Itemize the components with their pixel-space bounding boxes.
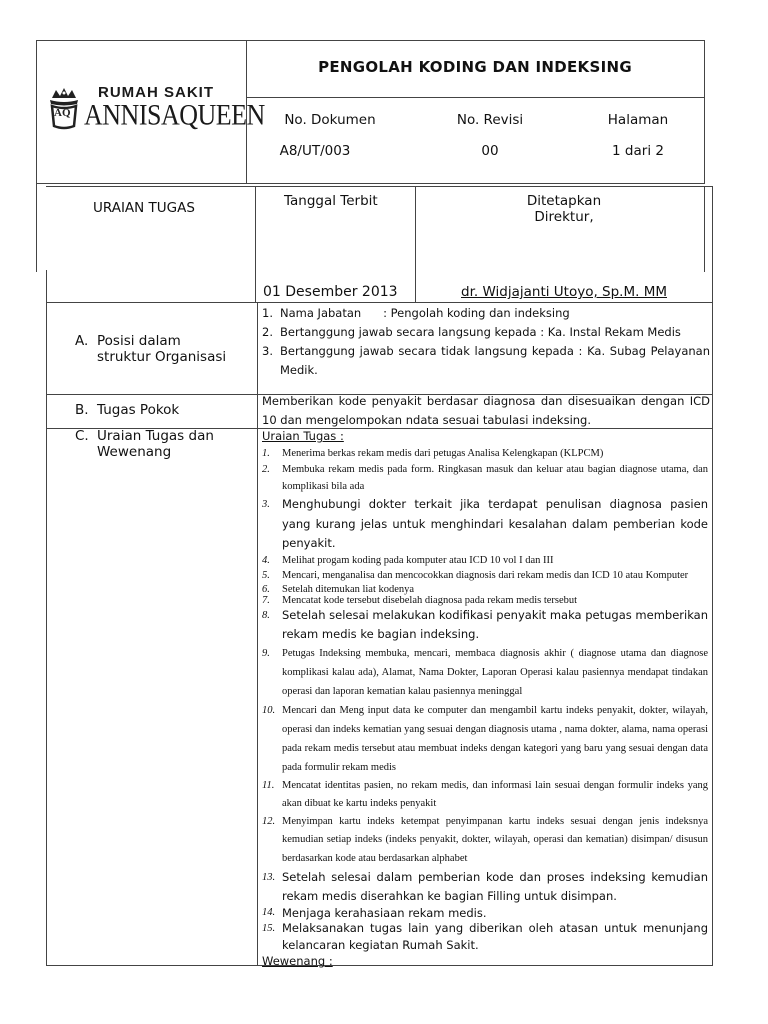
list-item: 7. Mencatat kode tersebut disebelah diagnosa pada rekam medis tersebut [262, 594, 578, 606]
authority-heading: Wewenang : [262, 954, 333, 968]
list-item: 9. Petugas Indeksing membuka, mencari, membaca diagnosis akhir ( diagnose utama dan diagnose komplikasi kalau ada), Alamat, Nama Dokter, Laporan Operasi kalau pasiennya mendapat tindakan operasi dan laporan kematian kalau pasiennya meninggal [262, 647, 708, 697]
list-item: 11. Mencatat identitas pasien, no rekam medis, dan informasi lain sesuai dengan formulir indeks yang akan dibuat ke kartu indeks penyakit [262, 779, 708, 809]
page-value: 1 dari 2 [612, 143, 664, 159]
list-item: 10. Mencari dan Meng input data ke computer dan mengambil kartu indeks penyakit, dokter, wilayah, operasi dan indeks kematian yang sesuai dengan diagnosis utama , nama dokter, alama, nama operasi pada rekam medis tersebut atau membuat indeks dengan kategori yang baru yang sesuai dengan data pada formulir rekam medis [262, 704, 708, 773]
document-title: PENGOLAH KODING DAN INDEKSING [318, 58, 632, 76]
section-b-letter: B. [75, 402, 89, 418]
logo-name-text: ANNISAQUEEN [84, 98, 265, 132]
doc-number-value: A8/UT/003 [279, 143, 351, 159]
list-item: 5. Mencari, menganalisa dan mencocokkan diagnosis dari rekam medis dan ICD 10 atau Komputer [262, 569, 689, 581]
list-item: 14. Menjaga kerahasiaan rekam medis. [262, 906, 487, 920]
section-a-title-line1: Posisi dalam [97, 333, 181, 349]
section-b-title [75, 402, 179, 418]
task-list-heading: Uraian Tugas : [262, 429, 344, 443]
section-c-title [75, 428, 214, 460]
position-list [262, 304, 710, 380]
section-c-title-line1: Uraian Tugas dan [97, 428, 214, 444]
issue-date-label: Tanggal Terbit [284, 193, 378, 209]
issue-date-value: 01 Desember 2013 [263, 284, 398, 300]
main-duty-text: Memberikan kode penyakit berdasar diagnosa dan disesuaikan dengan ICD 10 dan mengelompokan ndata sesuai tabulasi indeksing. [262, 394, 710, 427]
list-item: 1. Menerima berkas rekam medis dari petugas Analisa Kelengkapan (KLPCM) [262, 448, 604, 459]
revision-value: 00 [481, 143, 499, 159]
list-item: 2. Bertanggung jawab secara langsung kepada : Ka. Instal Rekam Medis [262, 325, 681, 339]
director-label: Direktur, [534, 209, 594, 225]
revision-label: No. Revisi [456, 112, 524, 128]
logo-monogram: AQ [54, 107, 71, 119]
list-item: 8. Setelah selesai melakukan kodifikasi penyakit maka petugas memberikan rekam medis ke bagian indeksing. [262, 607, 708, 641]
list-item: 1. Nama Jabatan : Pengolah koding dan indeksing [262, 306, 570, 320]
page-label: Halaman [607, 112, 669, 128]
section-b-title-text: Tugas Pokok [97, 402, 180, 418]
list-item: 12. Menyimpan kartu indeks ketempat penyimpanan kartu indeks sesuai dengan jenis indeksnya kemudian setiap indeks (indeks penyakit, dokter, wilayah, operasi dan kematian) disimpan/ disusun berdasarkan kode atau berdasarkan alphabet [262, 815, 708, 864]
list-item: 13. Setelah selesai dalam pemberian kode dan proses indeksing kemudian rekam medis diserahkan ke bagian Filling untuk disimpan. [262, 870, 708, 903]
list-item: 3. Bertanggung jawab secara tidak langsung kepada : Ka. Subag Pelayanan Medik. [262, 344, 710, 377]
list-item: 2. Membuka rekam medis pada form. Ringkasan masuk dan keluar atau bagian diagnose utama, dan komplikasi bila ada [262, 464, 708, 492]
section-a-letter: A. [75, 333, 89, 349]
section-a-title [75, 333, 226, 365]
list-item: 15. Melaksanakan tugas lain yang diberikan oleh atasan untuk menunjang kelancaran kegiatan Rumah Sakit. [262, 921, 708, 952]
list-item: 6. Setelah ditemukan liat kodenya [262, 583, 415, 595]
approved-label: Ditetapkan [526, 193, 602, 209]
list-item: 4. Melihat progam koding pada komputer atau ICD 10 vol I dan III [262, 554, 554, 566]
approver-name: dr. Widjajanti Utoyo, Sp.M. MM [461, 284, 667, 300]
section-a-title-line2: struktur Organisasi [97, 349, 227, 365]
section-c-title-line2: Wewenang [97, 444, 172, 460]
logo-top-text: RUMAH SAKIT [98, 84, 214, 101]
task-list [262, 429, 708, 968]
doc-type-label: URAIAN TUGAS [93, 200, 195, 216]
section-c-letter: C. [75, 428, 89, 444]
doc-number-label: No. Dokumen [284, 112, 376, 128]
list-item: 3. Menghubungi dokter terkait jika terdapat penulisan diagnosa pasien yang kurang jelas untuk menghindari kesalahan dalam pemberian kode penyakit. [262, 497, 708, 550]
